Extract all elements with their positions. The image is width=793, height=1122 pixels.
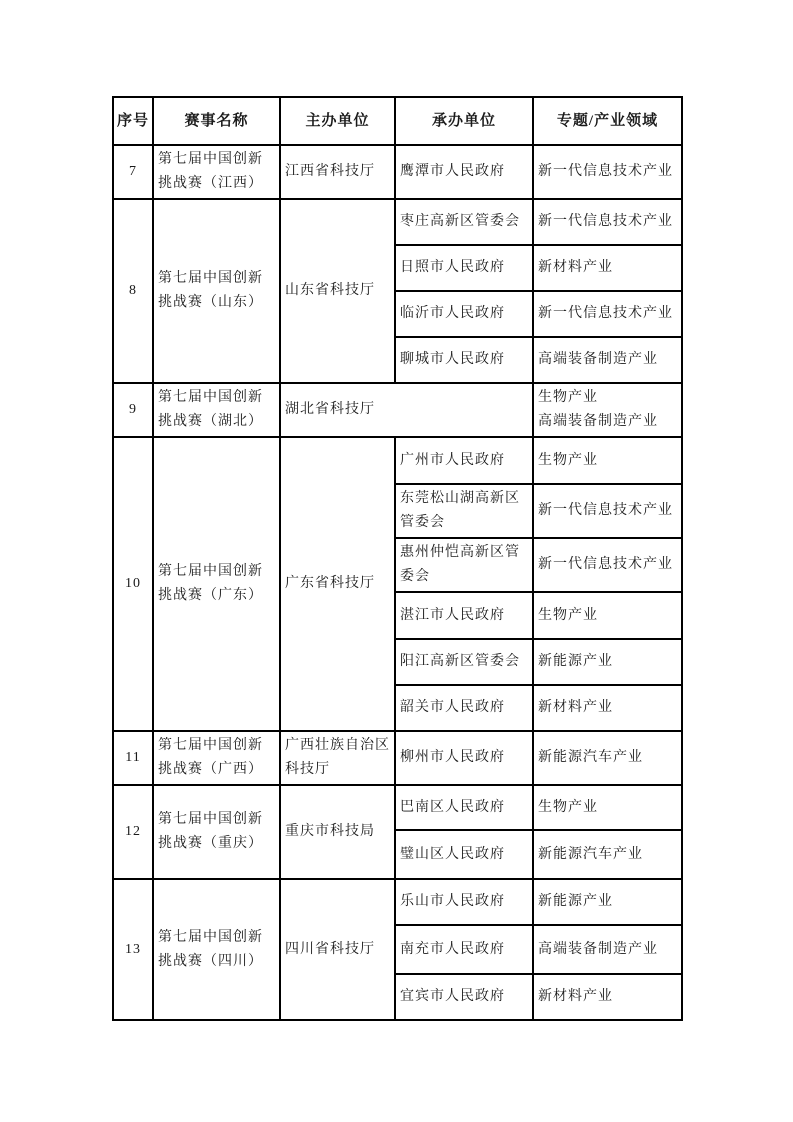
- event-name-cell: 第七届中国创新挑战赛（广东）: [153, 437, 280, 731]
- field-cell: 高端装备制造产业: [533, 925, 682, 974]
- table-row: [113, 731, 682, 785]
- field-cell: 生物产业: [533, 592, 682, 639]
- host-cell: 四川省科技厅: [280, 879, 395, 1020]
- table-row: [113, 383, 682, 437]
- field-cell: 新一代信息技术产业: [533, 291, 682, 337]
- header-event-name: 赛事名称: [153, 97, 280, 145]
- field-cell: 生物产业: [533, 785, 682, 830]
- organizer-cell: 南充市人民政府: [395, 925, 533, 974]
- organizer-cell: 广州市人民政府: [395, 437, 533, 484]
- host-cell: 山东省科技厅: [280, 199, 395, 383]
- field-cell: 新一代信息技术产业: [533, 484, 682, 538]
- seq-cell: 13: [113, 879, 153, 1020]
- header-organizer: 承办单位: [395, 97, 533, 145]
- field-cell: 新一代信息技术产业: [533, 145, 682, 199]
- competitions-table: [112, 96, 683, 1021]
- table-row: [113, 437, 682, 484]
- table-row: [113, 879, 682, 925]
- host-cell: 广东省科技厅: [280, 437, 395, 731]
- seq-cell: 8: [113, 199, 153, 383]
- field-line: 生物产业: [538, 390, 598, 405]
- organizer-cell: 惠州仲恺高新区管委会: [395, 538, 533, 592]
- header-field: 专题/产业领域: [533, 97, 682, 145]
- field-cell: 新一代信息技术产业: [533, 538, 682, 592]
- organizer-cell: 宜宾市人民政府: [395, 974, 533, 1020]
- organizer-cell: 东莞松山湖高新区管委会: [395, 484, 533, 538]
- event-name-cell: 第七届中国创新挑战赛（湖北）: [153, 383, 280, 437]
- organizer-cell: 璧山区人民政府: [395, 830, 533, 879]
- table-row: [113, 785, 682, 830]
- table-row: [113, 199, 682, 245]
- organizer-cell: 阳江高新区管委会: [395, 639, 533, 685]
- table-row: [113, 145, 682, 199]
- event-name-cell: 第七届中国创新挑战赛（江西）: [153, 145, 280, 199]
- seq-cell: 9: [113, 383, 153, 437]
- field-cell: 新材料产业: [533, 974, 682, 1020]
- seq-cell: 12: [113, 785, 153, 879]
- seq-cell: 7: [113, 145, 153, 199]
- organizer-cell: 聊城市人民政府: [395, 337, 533, 383]
- organizer-cell: 日照市人民政府: [395, 245, 533, 291]
- event-name-cell: 第七届中国创新挑战赛（广西）: [153, 731, 280, 785]
- organizer-cell: 柳州市人民政府: [395, 731, 533, 785]
- host-cell: 重庆市科技局: [280, 785, 395, 879]
- header-host: 主办单位: [280, 97, 395, 145]
- event-name-cell: 第七届中国创新挑战赛（重庆）: [153, 785, 280, 879]
- organizer-cell: 湛江市人民政府: [395, 592, 533, 639]
- field-cell: 新能源产业: [533, 639, 682, 685]
- host-cell: 江西省科技厅: [280, 145, 395, 199]
- organizer-cell: 韶关市人民政府: [395, 685, 533, 731]
- field-line: 高端装备制造产业: [538, 414, 658, 429]
- seq-cell: 11: [113, 731, 153, 785]
- table-header-row: [113, 97, 682, 145]
- seq-cell: 10: [113, 437, 153, 731]
- host-cell: 湖北省科技厅: [280, 383, 533, 437]
- event-name-cell: 第七届中国创新挑战赛（四川）: [153, 879, 280, 1020]
- header-seq: 序号: [113, 97, 153, 145]
- organizer-cell: 鹰潭市人民政府: [395, 145, 533, 199]
- field-cell: 生物产业: [533, 437, 682, 484]
- field-cell: 新能源汽车产业: [533, 731, 682, 785]
- field-cell: 新一代信息技术产业: [533, 199, 682, 245]
- organizer-cell: 乐山市人民政府: [395, 879, 533, 925]
- field-cell: 新材料产业: [533, 245, 682, 291]
- organizer-cell: 枣庄高新区管委会: [395, 199, 533, 245]
- field-cell: 新能源产业: [533, 879, 682, 925]
- field-cell: 新能源汽车产业: [533, 830, 682, 879]
- event-name-cell: 第七届中国创新挑战赛（山东）: [153, 199, 280, 383]
- host-cell: 广西壮族自治区科技厅: [280, 731, 395, 785]
- field-cell: 新材料产业: [533, 685, 682, 731]
- field-cell: [533, 383, 682, 437]
- field-cell: 高端装备制造产业: [533, 337, 682, 383]
- organizer-cell: 巴南区人民政府: [395, 785, 533, 830]
- organizer-cell: 临沂市人民政府: [395, 291, 533, 337]
